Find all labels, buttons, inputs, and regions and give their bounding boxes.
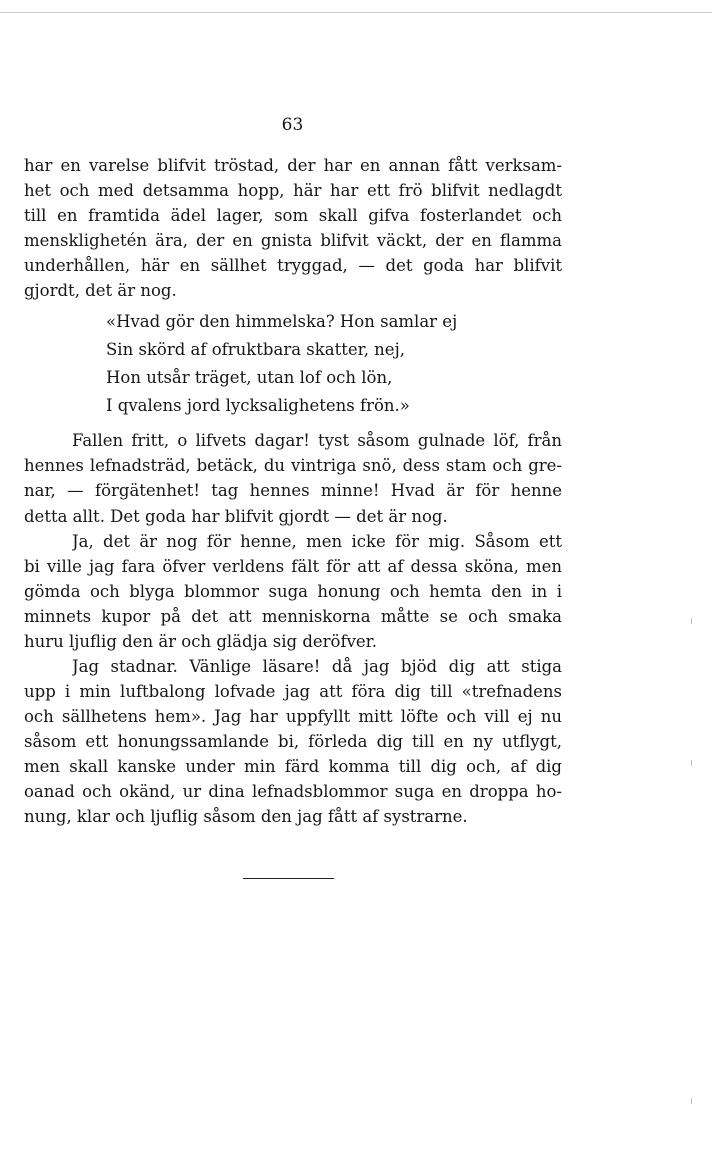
- text-line: nar, — förgätenhet! tag hennes minne! Hvad är för henne: [24, 481, 562, 500]
- text-line: hennes lefnadsträd, betäck, du vintriga snö, dess stam och gre-: [24, 456, 562, 475]
- text-line: nung, klar och ljuflig såsom den jag fått af systrarne.: [24, 807, 468, 826]
- text-line: detta allt. Det goda har blifvit gjordt — det är nog.: [24, 507, 448, 526]
- text-line: gömda och blyga blommor suga honung och hemta den in i: [24, 582, 562, 601]
- scan-edge-mark: [691, 760, 692, 766]
- page-top-edge-line: [0, 12, 712, 13]
- text-line: till en framtida ädel lager, som skall gifva fosterlandet och: [24, 206, 562, 225]
- text-line: men skall kanske under min färd komma till dig och, af dig: [24, 757, 562, 776]
- text-line: oanad och okänd, ur dina lefnadsblommor suga en droppa ho-: [24, 782, 562, 801]
- text-line: bi ville jag fara öfver verldens fält för att af dessa sköna, men: [24, 557, 562, 576]
- scan-edge-mark: [691, 1098, 692, 1104]
- verse-line: I qvalens jord lycksalighetens frön.»: [106, 396, 410, 415]
- scan-edge-mark: [691, 618, 692, 624]
- section-end-rule: [243, 878, 334, 879]
- text-line: och sällhetens hem». Jag har uppfyllt mitt löfte och vill ej nu: [24, 707, 562, 726]
- page-number: 63: [281, 115, 304, 135]
- text-line: Fallen fritt, o lifvets dagar! tyst såsom gulnade löf, från: [72, 431, 562, 450]
- text-line: minnets kupor på det att menniskorna måtte se och smaka: [24, 607, 562, 626]
- text-line: gjordt, det är nog.: [24, 281, 177, 300]
- text-line: upp i min luftbalong lofvade jag att föra dig till «trefnadens: [24, 682, 562, 701]
- text-line: het och med detsamma hopp, här har ett frö blifvit nedlagdt: [24, 181, 562, 200]
- text-line: mensklighetén ära, der en gnista blifvit väckt, der en flamma: [24, 231, 562, 250]
- verse-line: «Hvad gör den himmelska? Hon samlar ej: [106, 312, 458, 331]
- text-line: underhållen, här en sällhet tryggad, — det goda har blifvit: [24, 256, 562, 275]
- text-line: huru ljuflig den är och glädja sig deröfver.: [24, 632, 377, 651]
- verse-line: Sin skörd af ofruktbara skatter, nej,: [106, 340, 405, 359]
- text-line: såsom ett honungssamlande bi, förleda dig till en ny utflygt,: [24, 732, 562, 751]
- text-line: Jag stadnar. Vänlige läsare! då jag bjöd dig att stiga: [72, 657, 562, 676]
- text-line: har en varelse blifvit tröstad, der har en annan fått verksam-: [24, 156, 562, 175]
- verse-line: Hon utsår träget, utan lof och lön,: [106, 368, 393, 387]
- text-line: Ja, det är nog för henne, men icke för mig. Såsom ett: [72, 532, 562, 551]
